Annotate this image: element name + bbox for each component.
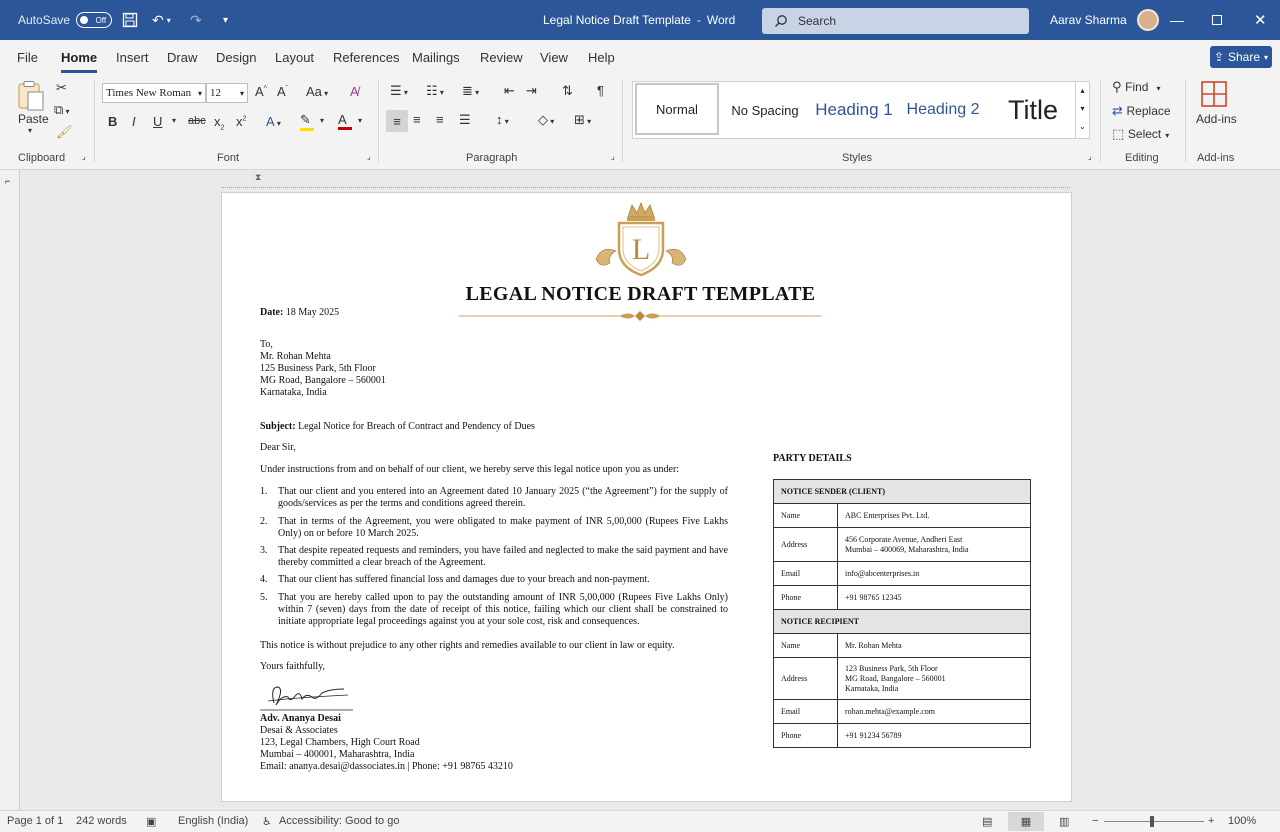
decrease-indent-icon[interactable]: ⇤ [504, 83, 515, 98]
close-icon[interactable]: ✕ [1254, 12, 1267, 29]
styles-scroll[interactable]: ▴ ▾ ⌄ [1075, 82, 1089, 138]
tab-references[interactable]: References [333, 50, 400, 65]
table-row [774, 724, 1031, 748]
table-cell: Phone [774, 586, 838, 610]
intro-paragraph: Under instructions from and on behalf of our client, we hereby serve this legal notice upon you as under: [260, 464, 680, 475]
style-heading-1[interactable] [811, 82, 897, 138]
subject-label: Subject: [260, 421, 296, 432]
recipient-line: Mr. Rohan Mehta [260, 351, 331, 362]
tab-insert[interactable]: Insert [116, 50, 149, 65]
tab-home[interactable]: Home [61, 50, 98, 65]
table-cell: info@abcenterprises.in [838, 562, 1031, 586]
share-label: Share [1228, 50, 1261, 64]
italic-icon[interactable]: I [132, 114, 136, 129]
vertical-ruler [0, 170, 20, 810]
customize-qat-icon[interactable]: ▾ [223, 14, 229, 26]
zoom-slider-thumb[interactable] [1150, 816, 1154, 827]
tab-file[interactable]: File [17, 50, 38, 65]
underline-chevron-icon[interactable]: ▾ [172, 116, 177, 125]
grow-font-icon[interactable]: A^ [255, 84, 267, 99]
app-name: Word [706, 13, 736, 27]
font-launcher-icon[interactable]: ⌟ [367, 152, 371, 161]
list-text: That you are hereby called upon to pay the outstanding amount of INR 5,00,000 (Rupees Five Lakhs Only) within 7 (seven) days from the date of receipt of this notice, failing which our client shall be constrained to initiate appropriate legal proceedings against you at your sole cost, risk and consequences. [278, 592, 728, 627]
autosave-toggle[interactable] [76, 12, 112, 28]
page-count[interactable]: Page 1 of 1 [7, 815, 64, 827]
bullets-icon[interactable]: ☰ ▾ [390, 83, 408, 98]
increase-indent-icon[interactable]: ⇥ [526, 83, 537, 98]
table-row [774, 658, 1031, 700]
style-no-spacing[interactable] [725, 82, 805, 138]
zoom-level[interactable]: 100% [1228, 815, 1257, 827]
copy-icon[interactable]: ⧉ ▾ [54, 102, 70, 117]
web-layout-icon[interactable]: ▥ [1059, 816, 1070, 828]
select-icon: ⬚ [1112, 126, 1128, 141]
title-ornament-divider [459, 309, 821, 323]
subject-line [260, 421, 535, 433]
table-cell: Name [774, 634, 838, 658]
print-layout-icon[interactable]: ▦ [1008, 812, 1044, 831]
table-cell: Address [774, 658, 838, 700]
proofing-icon[interactable]: ▣ [146, 816, 157, 828]
tab-draw[interactable]: Draw [167, 50, 198, 65]
share-chevron-icon: ▾ [1264, 52, 1269, 62]
list-text: That our client has suffered financial loss and damages due to your breach and non-payment. [278, 574, 650, 585]
search-placeholder: Search [798, 14, 837, 28]
share-icon: ⇪ [1213, 50, 1224, 64]
style-normal[interactable] [635, 83, 719, 135]
table-cell: rohan.mehta@example.com [838, 700, 1031, 724]
format-painter-icon[interactable]: 🖌 [56, 124, 73, 139]
list-number: 1. [260, 486, 268, 497]
style-heading-2[interactable] [901, 82, 985, 138]
menu-bar [0, 40, 1280, 74]
clipboard-launcher-icon[interactable]: ⌟ [82, 152, 86, 161]
highlight-chevron-icon[interactable]: ▾ [320, 116, 325, 125]
horizontal-ruler [222, 172, 1070, 188]
subject-value: Legal Notice for Breach of Contract and Pendency of Dues [298, 421, 535, 432]
editing-group-label: Editing [1125, 152, 1159, 164]
clear-formatting-icon[interactable]: A̸ [350, 84, 359, 99]
clipboard-group-label: Clipboard [18, 152, 66, 164]
recipient-line: 125 Business Park, 5th Floor [260, 363, 376, 374]
find-icon: ⚲ [1112, 79, 1126, 94]
search-icon [774, 14, 788, 28]
replace-button[interactable] [1112, 103, 1171, 119]
font-size-combo[interactable]: 12 ▾ [206, 83, 248, 103]
style-heading-2-label: Heading 2 [906, 101, 980, 118]
align-right-icon[interactable]: ≡ [436, 112, 444, 127]
recipient-line: MG Road, Bangalore – 560001 [260, 375, 386, 386]
undo-icon[interactable]: ↶ ▾ [152, 11, 171, 28]
signatory-line: Email: ananya.desai@dassociates.in | Phone: +91 98765 43210 [260, 761, 513, 772]
select-label: Select [1127, 127, 1162, 141]
borders-icon[interactable]: ⊞ ▾ [574, 112, 592, 127]
avatar[interactable] [1137, 9, 1159, 31]
language[interactable]: English (India) [178, 815, 249, 827]
autosave-label: AutoSave [18, 13, 71, 27]
paste-button[interactable] [16, 80, 50, 115]
find-button[interactable]: ⚲ Find ▾ [1112, 79, 1161, 94]
replace-icon: ⇄ [1112, 103, 1127, 118]
maximize-icon[interactable] [1212, 0, 1222, 40]
salutation: Dear Sir, [260, 442, 296, 453]
recipient-line: Karnataka, India [260, 387, 327, 398]
align-center-icon[interactable]: ≡ [413, 112, 421, 127]
numbering-icon[interactable]: ☷ ▾ [426, 83, 444, 98]
style-no-spacing-label: No Spacing [731, 102, 799, 118]
addins-label: Add-ins [1196, 112, 1237, 126]
table-cell: Email [774, 562, 838, 586]
shading-icon[interactable]: ◇ ▾ [538, 112, 555, 127]
closing-paragraph: This notice is without prejudice to any other rights and remedies available to our client in law or equity. [260, 640, 675, 651]
font-color-chevron-icon[interactable]: ▾ [358, 116, 363, 125]
paste-icon [16, 80, 46, 112]
font-group-label: Font [217, 152, 240, 164]
table-cell: Name [774, 504, 838, 528]
shrink-font-icon[interactable]: $A^ˇ$ [277, 84, 289, 99]
styles-group-label: Styles [842, 152, 872, 164]
table-row [774, 700, 1031, 724]
list-text: That in terms of the Agreement, you were obligated to make payment of INR 5,00,000 (Rupees Five Lakhs Only) on or before 10 March 2025. [278, 516, 728, 539]
title-separator: - [696, 13, 701, 27]
style-title-label: Title [1007, 94, 1058, 125]
tab-view[interactable]: View [540, 50, 568, 65]
redo-icon[interactable]: ↷ [190, 11, 202, 28]
table-cell: Mr. Rohan Mehta [838, 634, 1031, 658]
styles-launcher-icon[interactable]: ⌟ [1088, 152, 1092, 161]
font-color-icon[interactable]: A [338, 112, 352, 130]
party-details-table [773, 479, 1031, 748]
align-left-icon[interactable]: ≡ [386, 110, 408, 132]
tab-review[interactable]: Review [480, 50, 523, 65]
table-row [774, 504, 1031, 528]
account[interactable] [1050, 0, 1159, 40]
table-cell: ABC Enterprises Pvt. Ltd. [838, 504, 1031, 528]
cut-icon[interactable]: ✂ [56, 80, 67, 95]
style-normal-label: Normal [656, 101, 698, 117]
word-count[interactable]: 242 words [76, 815, 127, 827]
table-cell: +91 98765 12345 [838, 586, 1031, 610]
tab-layout[interactable]: Layout [275, 50, 315, 65]
save-icon[interactable] [122, 0, 138, 40]
sort-icon[interactable]: ⇅ [562, 83, 573, 98]
table-row [774, 610, 1031, 634]
bold-icon[interactable]: B [108, 114, 118, 129]
signature-image [260, 681, 355, 711]
date-line [260, 307, 339, 319]
autosave[interactable] [18, 0, 112, 40]
table-cell: 456 Corporate Avenue, Andheri East Mumbai – 400069, Maharashtra, India [838, 528, 1031, 562]
tab-help[interactable]: Help [588, 50, 615, 65]
yours-faithfully: Yours faithfully, [260, 661, 326, 672]
change-case-icon[interactable]: Aa ▾ [306, 84, 329, 99]
zoom-slider[interactable] [1104, 821, 1204, 822]
table-row [774, 586, 1031, 610]
table-cell: Email [774, 700, 838, 724]
addins-icon [1200, 80, 1228, 108]
sender-header: NOTICE SENDER (CLIENT) [774, 480, 1031, 504]
autosave-state: Off [95, 15, 107, 25]
ribbon [0, 74, 1280, 170]
list-number: 2. [260, 516, 268, 527]
list-number: 3. [260, 545, 268, 556]
signatory-line: 123, Legal Chambers, High Court Road [260, 737, 420, 748]
window-title [543, 0, 735, 40]
font-name-value: Times New Roman [106, 87, 192, 99]
table-row [774, 562, 1031, 586]
tab-selector-icon[interactable]: ⌐ [5, 176, 11, 186]
paste-chevron-icon[interactable]: ▾ [28, 126, 33, 135]
font-size-value: 12 [210, 87, 221, 99]
addins-group-label: Add-ins [1197, 152, 1235, 164]
text-effects-icon[interactable]: A ▾ [266, 114, 281, 129]
subscript-icon[interactable]: $x_2$ [214, 114, 225, 132]
strikethrough-icon[interactable]: abc [188, 115, 206, 127]
table-cell: 123 Business Park, 5th Floor MG Road, Bangalore – 560001 Karnataka, India [838, 658, 1031, 700]
table-cell: Phone [774, 724, 838, 748]
style-title[interactable] [991, 82, 1075, 138]
minimize-icon[interactable]: — [1170, 12, 1184, 28]
show-marks-icon[interactable]: ¶ [597, 83, 604, 98]
title-bar [0, 0, 1280, 40]
document-page[interactable] [221, 192, 1072, 802]
table-row [774, 480, 1031, 504]
party-details-heading: PARTY DETAILS [773, 453, 852, 464]
list-number: 5. [260, 592, 268, 603]
to-label: To, [260, 339, 273, 350]
find-label: Find [1125, 80, 1149, 94]
superscript-icon[interactable]: $x^2$ [236, 114, 247, 129]
table-cell: +91 91234 56789 [838, 724, 1031, 748]
tab-design[interactable]: Design [216, 50, 257, 65]
addins-button[interactable] [1200, 80, 1228, 111]
document-title-heading: LEGAL NOTICE DRAFT TEMPLATE [465, 283, 816, 305]
zoom-in-icon[interactable]: + [1208, 815, 1215, 827]
signatory-name: Adv. Ananya Desai [260, 713, 341, 724]
select-button[interactable]: ⬚ Select ▾ [1112, 126, 1170, 141]
table-row [774, 634, 1031, 658]
styles-gallery [632, 81, 1090, 139]
date-label: Date: [260, 307, 284, 318]
style-heading-1-label: Heading 1 [815, 100, 893, 119]
justify-icon[interactable]: ☰ [459, 112, 471, 127]
paste-label: Paste [18, 112, 49, 126]
table-cell: Address [774, 528, 838, 562]
line-spacing-icon[interactable]: ↕ ▾ [496, 112, 509, 127]
accessibility-status[interactable]: Accessibility: Good to go [279, 815, 400, 827]
table-row [774, 528, 1031, 562]
document-title: Legal Notice Draft Template [543, 13, 691, 27]
font-name-combo[interactable]: Times New Roman ▾ [102, 83, 206, 103]
signatory-line: Mumbai – 400001, Maharashtra, India [260, 749, 415, 760]
list-number: 4. [260, 574, 268, 585]
replace-label: Replace [1126, 104, 1171, 118]
paragraph-group-label: Paragraph [466, 152, 518, 164]
search-box[interactable] [762, 8, 1029, 34]
highlight-icon[interactable]: ✎ [300, 112, 314, 131]
paragraph-launcher-icon[interactable]: ⌟ [611, 152, 615, 161]
logo-letter: L [631, 233, 651, 266]
indent-marker-icon[interactable]: ⧗ [255, 172, 262, 182]
list-text: That despite repeated requests and reminders, you have failed and neglected to make the said payment and have thereby committed a clear breach of the Agreement. [278, 545, 728, 568]
status-bar [0, 810, 1280, 832]
accessibility-icon: ♿ [262, 816, 272, 828]
read-mode-icon[interactable]: ▤ [982, 816, 993, 828]
underline-icon[interactable]: U [153, 114, 163, 129]
user-name: Aarav Sharma [1050, 13, 1127, 27]
date-value: 18 May 2025 [285, 307, 340, 318]
multilevel-list-icon[interactable]: ≣ ▾ [462, 83, 480, 98]
share-button[interactable] [1210, 46, 1272, 68]
tab-mailings[interactable]: Mailings [412, 50, 460, 65]
recipient-header: NOTICE RECIPIENT [774, 610, 1031, 634]
signatory-line: Desai & Associates [260, 725, 338, 736]
zoom-out-icon[interactable]: − [1092, 815, 1099, 827]
list-text: That our client and you entered into an Agreement dated 10 January 2025 (“the Agreement”) for the supply of goods/services as per the terms and conditions agreed therein. [278, 486, 728, 509]
crest-logo-icon [592, 201, 690, 277]
